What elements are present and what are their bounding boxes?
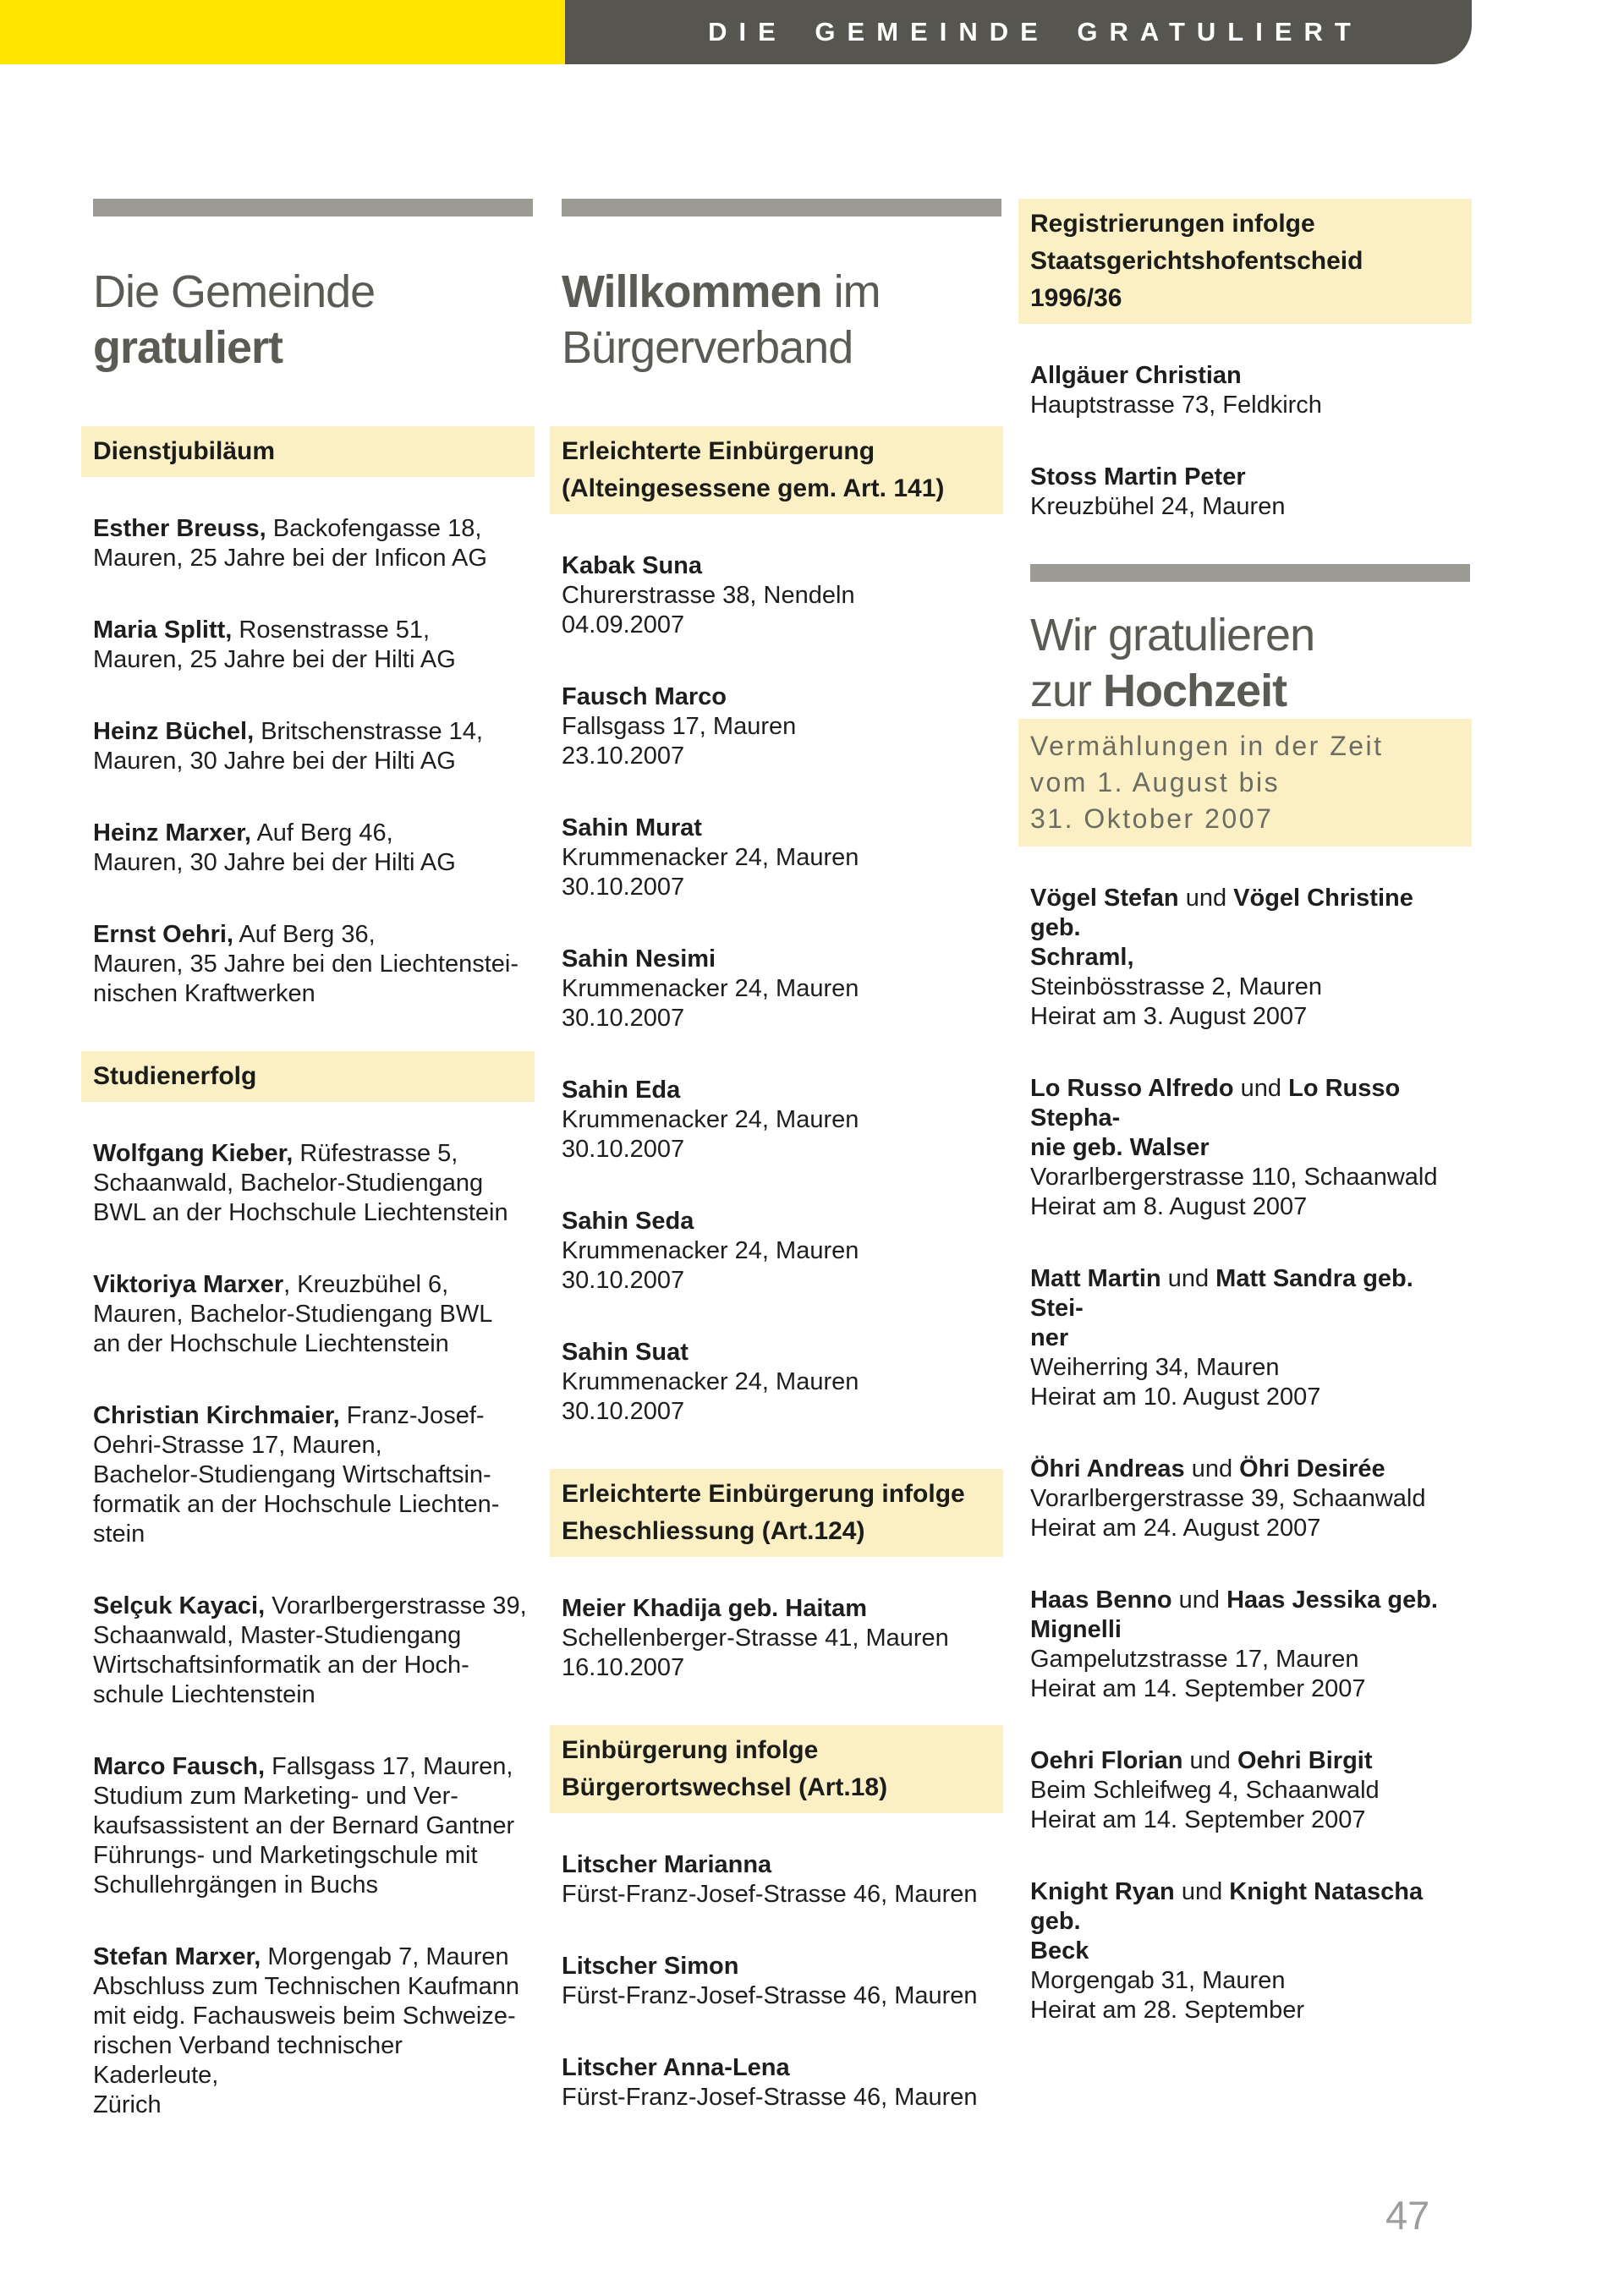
- header-yellow-strip: [0, 0, 565, 64]
- section-band-registrierungen: Registrierungen infolge Staatsgerichtshofentscheid 1996/36: [1018, 199, 1472, 324]
- section-band-einbuergerung-141: Erleichterte Einbürgerung (Alteingesessene gem. Art. 141): [550, 426, 1003, 514]
- list-item: Sahin Seda Krummenacker 24, Mauren 30.10.2007: [562, 1208, 859, 1294]
- list-item: Litscher Marianna Fürst-Franz-Josef-Strasse 46, Mauren: [562, 1851, 978, 1908]
- list-item: Stoss Martin Peter Kreuzbühel 24, Mauren: [1030, 463, 1286, 520]
- list-item: Stefan Marxer, Morgengab 7, Mauren Abschluss zum Technischen Kaufmann mit eidg. Fachausweis beim Schweize- rischen Verband technischer Kaderleute, Zürich: [93, 1943, 520, 2118]
- list-item: Sahin Eda Krummenacker 24, Mauren 30.10.2007: [562, 1077, 859, 1163]
- list-item: Heinz Marxer, Auf Berg 46, Mauren, 30 Jahre bei der Hilti AG: [93, 819, 456, 876]
- list-item: Sahin Murat Krummenacker 24, Mauren 30.10.2007: [562, 814, 859, 901]
- header-banner: [565, 0, 1472, 64]
- section-band-einbuergerung-124: Erleichterte Einbürgerung infolge Eheschliessung (Art.124): [550, 1469, 1003, 1557]
- list-item: Marco Fausch, Fallsgass 17, Mauren, Studium zum Marketing- und Ver- kaufsassistent an der Bernard Gantner Führungs- und Marketingschule mit Schullehrgängen in Buchs: [93, 1753, 515, 1899]
- list-item: Matt Martin und Matt Sandra geb. Stei- ner Weiherring 34, Mauren Heirat am 10. August 2007: [1030, 1265, 1413, 1411]
- list-item: Viktoriya Marxer, Kreuzbühel 6, Mauren, Bachelor-Studiengang BWL an der Hochschule Liechtenstein: [93, 1271, 493, 1357]
- list-item: Öhri Andreas und Öhri Desirée Vorarlbergerstrasse 39, Schaanwald Heirat am 24. August 2007: [1030, 1455, 1426, 1542]
- list-item: Maria Splitt, Rosenstrasse 51, Mauren, 25 Jahre bei der Hilti AG: [93, 616, 456, 673]
- list-item: Allgäuer Christian Hauptstrasse 73, Feldkirch: [1030, 362, 1322, 419]
- list-item: Selçuk Kayaci, Vorarlbergerstrasse 39, Schaanwald, Master-Studiengang Wirtschaftsinformatik an der Hoch- schule Liechtenstein: [93, 1592, 527, 1708]
- list-item: Meier Khadija geb. Haitam Schellenberger-Strasse 41, Mauren 16.10.2007: [562, 1595, 949, 1681]
- column-buergerverband: [562, 199, 1001, 2162]
- studies-list: [93, 1139, 533, 2120]
- jubilee-list: [93, 514, 533, 1009]
- list-item: Esther Breuss, Backofengasse 18, Mauren, 25 Jahre bei der Inficon AG: [93, 515, 487, 572]
- divider-bar: [562, 199, 1001, 216]
- column-gratuliert: [93, 199, 533, 2162]
- column-title-hochzeit: Wir gratulieren zur Hochzeit: [1030, 610, 1315, 716]
- list-item: Ernst Oehri, Auf Berg 36, Mauren, 35 Jahre bei den Liechtenstei- nischen Kraftwerken: [93, 921, 518, 1007]
- list-item: Sahin Suat Krummenacker 24, Mauren 30.10.2007: [562, 1339, 859, 1425]
- list-item: Kabak Suna Churerstrasse 38, Nendeln 04.09.2007: [562, 552, 855, 638]
- einbuergerung-141-list: [562, 551, 1001, 1427]
- list-item: Christian Kirchmaier, Franz-Josef- Oehri-Strasse 17, Mauren, Bachelor-Studiengang Wirtschaftsin- formatik an der Hochschule Liechten- stein: [93, 1402, 500, 1548]
- list-item: Haas Benno und Haas Jessika geb. Mignelli Gampelutzstrasse 17, Mauren Heirat am 14. September 2007: [1030, 1586, 1438, 1702]
- weddings-list: [1030, 884, 1470, 2025]
- divider-bar: [1030, 564, 1470, 582]
- column-title-buergerverband: Willkommen im Bürgerverband: [562, 266, 881, 373]
- section-band-dienstjubilaeum: Dienstjubiläum: [81, 426, 535, 477]
- content-columns: [93, 199, 1470, 2162]
- column-title-gratuliert: Die Gemeinde gratuliert: [93, 266, 376, 373]
- list-item: Heinz Büchel, Britschenstrasse 14, Mauren, 30 Jahre bei der Hilti AG: [93, 718, 483, 775]
- list-item: Oehri Florian und Oehri Birgit Beim Schleifweg 4, Schaanwald Heirat am 14. September 2007: [1030, 1747, 1380, 1833]
- registrierungen-list: [1030, 361, 1470, 522]
- list-item: Litscher Simon Fürst-Franz-Josef-Strasse 46, Mauren: [562, 1953, 978, 2009]
- list-item: Wolfgang Kieber, Rüfestrasse 5, Schaanwald, Bachelor-Studiengang BWL an der Hochschule Liechtenstein: [93, 1140, 508, 1226]
- page-section-title: DIE GEMEINDE GRATULIERT: [708, 17, 1363, 47]
- section-band-einbuergerung-18: Einbürgerung infolge Bürgerortswechsel (Art.18): [550, 1725, 1003, 1813]
- list-item: Fausch Marco Fallsgass 17, Mauren 23.10.2007: [562, 683, 797, 770]
- list-item: Lo Russo Alfredo und Lo Russo Stepha- nie geb. Walser Vorarlbergerstrasse 110, Schaanwald Heirat am 8. August 2007: [1030, 1075, 1438, 1220]
- einbuergerung-18-list: [562, 1850, 1001, 2112]
- column-hochzeit: [1030, 199, 1470, 2162]
- einbuergerung-124-list: [562, 1594, 1001, 1683]
- list-item: Sahin Nesimi Krummenacker 24, Mauren 30.10.2007: [562, 945, 859, 1032]
- page-number: 47: [1385, 2193, 1430, 2238]
- list-item: Litscher Anna-Lena Fürst-Franz-Josef-Strasse 46, Mauren: [562, 2054, 978, 2111]
- list-item: Knight Ryan und Knight Natascha geb. Beck Morgengab 31, Mauren Heirat am 28. September: [1030, 1878, 1424, 2024]
- divider-bar: [93, 199, 533, 216]
- list-item: Vögel Stefan und Vögel Christine geb. Schraml, Steinbösstrasse 2, Mauren Heirat am 3. August 2007: [1030, 885, 1413, 1030]
- section-band-studienerfolg: Studienerfolg: [81, 1051, 535, 1102]
- section-band-vermaehlungen: Vermählungen in der Zeit vom 1. August bis 31. Oktober 2007: [1018, 719, 1472, 847]
